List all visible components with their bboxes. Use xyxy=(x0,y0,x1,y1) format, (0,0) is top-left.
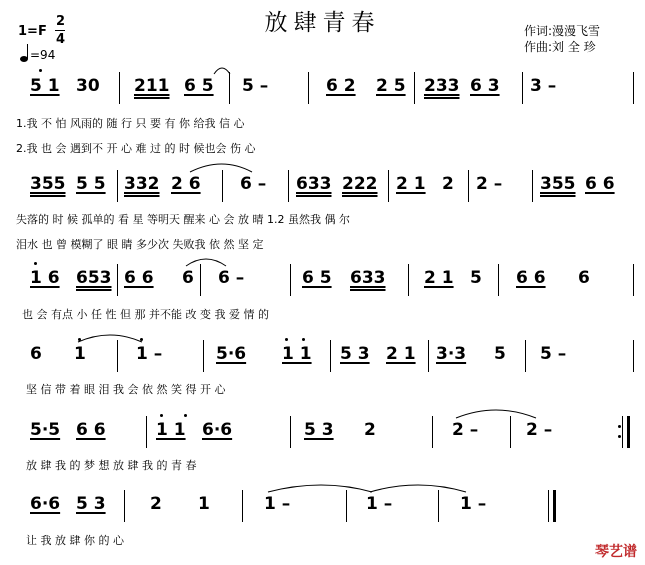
note-group: 355 xyxy=(540,174,576,194)
note-group: 5 xyxy=(470,268,482,288)
tie xyxy=(186,259,226,266)
lyric-verse-1: 放 肆 我 的 梦 想 放 肆 我 的 青 春 xyxy=(26,459,197,472)
note-group: 6 5 xyxy=(184,76,214,96)
note-group: 2 6 xyxy=(171,174,201,194)
lyric-verse-1: 也 会 有点 小 任 性 但 那 并不能 改 变 我 爱 情 的 xyxy=(22,308,269,321)
lyricist-credit: 作词:漫漫飞雪 xyxy=(524,24,601,38)
tie xyxy=(214,68,230,74)
note-group: 2 – xyxy=(476,174,503,194)
note-group: 5 3 xyxy=(340,344,370,364)
note-group: 1 xyxy=(198,494,210,514)
note-group: 2 – xyxy=(452,420,479,440)
note-group: 5 – xyxy=(540,344,567,364)
time-signature-denominator: 4 xyxy=(56,32,66,47)
note-group: 5·6 xyxy=(216,344,247,364)
note-group: 2 1 xyxy=(396,174,426,194)
note-group: 2 1 xyxy=(424,268,454,288)
note-group: 6 5 xyxy=(302,268,332,288)
note-group: 1 xyxy=(74,344,86,364)
lyric-verse-1: 让 我 放 肆 你 的 心 xyxy=(26,534,124,547)
note-group: 5 3 xyxy=(76,494,106,514)
lyric-verse-1: 失落的 时 候 孤单的 看 星 等明天 醒来 心 会 放 晴 1.2 虽然我 偶 尔 xyxy=(16,213,350,226)
note-group: 1 – xyxy=(264,494,291,514)
note-group: 1 1 xyxy=(282,344,312,364)
note-group: 2 5 xyxy=(376,76,406,96)
note-group: 5 3 xyxy=(304,420,334,440)
note-group: 332 xyxy=(124,174,160,194)
note-group: 355 xyxy=(30,174,66,194)
time-signature-numerator: 2 xyxy=(56,14,66,29)
note-group: 5 1 xyxy=(30,76,60,96)
lyric-verse-2: 泪水 也 曾 模糊了 眼 睛 多少次 失败我 依 然 坚 定 xyxy=(16,238,264,251)
lyric-verse-1: 坚 信 带 着 眼 泪 我 会 依 然 笑 得 开 心 xyxy=(26,383,226,396)
site-logo: 琴艺谱 xyxy=(595,544,637,560)
note-group: 6 – xyxy=(218,268,245,288)
note-group: 3 – xyxy=(530,76,557,96)
key-signature: 1=F xyxy=(18,24,47,39)
note-group: 6 3 xyxy=(470,76,500,96)
note-group: 6 6 xyxy=(124,268,154,288)
note-group: 1 1 xyxy=(156,420,186,440)
note-group: 2 xyxy=(364,420,376,440)
note-group: 6 6 xyxy=(76,420,106,440)
note-group: 211 xyxy=(134,76,170,96)
note-group: 6·6 xyxy=(30,494,61,514)
note-group: 5 xyxy=(494,344,506,364)
tie xyxy=(370,485,466,492)
note-group: 1 – xyxy=(366,494,393,514)
note-group: 2 – xyxy=(526,420,553,440)
note-group: 2 1 xyxy=(386,344,416,364)
note-group: 6 – xyxy=(240,174,267,194)
note-group: 653 xyxy=(76,268,112,288)
tie xyxy=(190,164,252,172)
note-group: 1 – xyxy=(136,344,163,364)
note-group: 1 – xyxy=(460,494,487,514)
tie xyxy=(78,335,142,342)
lyric-verse-1: 1.我 不 怕 风雨的 随 行 只 要 有 你 给我 信 心 xyxy=(16,117,245,130)
note-group: 6 2 xyxy=(326,76,356,96)
note-group: 633 xyxy=(296,174,332,194)
note-group: 5·5 xyxy=(30,420,61,440)
page-title: 放肆青春 xyxy=(264,10,381,36)
note-group: 2 xyxy=(150,494,162,514)
note-group: 30 xyxy=(76,76,100,96)
note-group: 6·6 xyxy=(202,420,233,440)
note-group: 6 xyxy=(578,268,590,288)
note-group: 2 xyxy=(442,174,454,194)
composer-credit: 作曲:刘 全 珍 xyxy=(524,40,596,54)
tempo-marking: =94 xyxy=(30,48,56,62)
note-group: 6 xyxy=(30,344,42,364)
note-group: 6 6 xyxy=(585,174,615,194)
note-group: 6 xyxy=(182,268,194,288)
note-group: 3·3 xyxy=(436,344,467,364)
note-group: 5 5 xyxy=(76,174,106,194)
note-group: 5 – xyxy=(242,76,269,96)
note-group: 1 6 xyxy=(30,268,60,288)
note-group: 222 xyxy=(342,174,378,194)
note-group: 633 xyxy=(350,268,386,288)
note-group: 6 6 xyxy=(516,268,546,288)
tie xyxy=(268,485,372,492)
note-group: 233 xyxy=(424,76,460,96)
tie xyxy=(456,410,536,418)
lyric-verse-2: 2.我 也 会 遇到不 开 心 难 过 的 时 候也会 伤 心 xyxy=(16,142,256,155)
